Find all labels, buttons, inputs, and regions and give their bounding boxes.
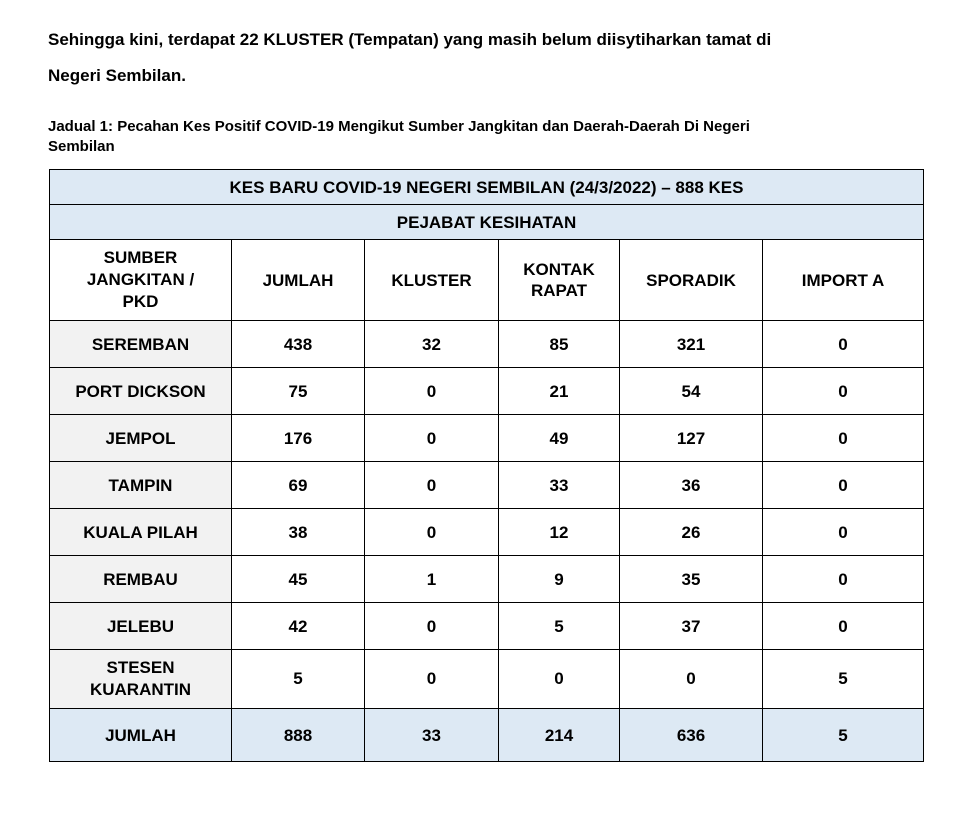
district-name: REMBAU: [50, 556, 232, 603]
table-row: [50, 368, 924, 415]
table-caption: [48, 117, 928, 157]
cell-kluster: 0: [365, 415, 499, 462]
cell-jumlah: 176: [232, 415, 365, 462]
total-kluster: 33: [365, 709, 499, 762]
cell-kontak-rapat: 0: [499, 650, 620, 709]
cell-jumlah: 69: [232, 462, 365, 509]
header-import: IMPORT A: [763, 240, 924, 321]
cell-import: 5: [763, 650, 924, 709]
cell-kluster: 0: [365, 650, 499, 709]
intro-paragraph: [48, 22, 928, 94]
cell-jumlah: 38: [232, 509, 365, 556]
header-kontak-rapat: [499, 240, 620, 321]
cell-kontak-rapat: 85: [499, 321, 620, 368]
table-row: [50, 321, 924, 368]
column-header-row: [50, 240, 924, 321]
intro-line-2: Negeri Sembilan.: [48, 66, 186, 85]
header-source-line-2: JANGKITAN /: [86, 270, 195, 289]
cell-sporadik: 37: [620, 603, 763, 650]
district-name: JEMPOL: [50, 415, 232, 462]
table-row: [50, 650, 924, 709]
cell-kluster: 1: [365, 556, 499, 603]
district-name: [50, 650, 232, 709]
cell-sporadik: 26: [620, 509, 763, 556]
total-import: 5: [763, 709, 924, 762]
caption-line-2: Sembilan: [48, 138, 115, 155]
header-kontak-line-1: KONTAK: [523, 260, 595, 279]
cell-import: 0: [763, 462, 924, 509]
cell-kluster: 0: [365, 509, 499, 556]
district-name-line-1: STESEN: [106, 658, 175, 677]
header-kluster: KLUSTER: [365, 240, 499, 321]
district-name: TAMPIN: [50, 462, 232, 509]
table-title-row: [50, 170, 924, 205]
table-row: [50, 603, 924, 650]
table-row: [50, 462, 924, 509]
intro-line-1: Sehingga kini, terdapat 22 KLUSTER (Tempatan) yang masih belum diisytiharkan tamat di: [48, 30, 772, 49]
cell-import: 0: [763, 368, 924, 415]
district-name: JELEBU: [50, 603, 232, 650]
cell-kluster: 0: [365, 462, 499, 509]
table-subtitle-row: [50, 205, 924, 240]
cell-import: 0: [763, 321, 924, 368]
total-label: JUMLAH: [50, 709, 232, 762]
cell-kontak-rapat: 12: [499, 509, 620, 556]
cell-sporadik: 127: [620, 415, 763, 462]
cell-sporadik: 0: [620, 650, 763, 709]
total-kontak-rapat: 214: [499, 709, 620, 762]
cell-import: 0: [763, 556, 924, 603]
caption-line-1: Jadual 1: Pecahan Kes Positif COVID-19 Mengikut Sumber Jangkitan dan Daerah-Daerah Di Negeri: [48, 118, 750, 135]
header-sporadik: SPORADIK: [620, 240, 763, 321]
district-name: SEREMBAN: [50, 321, 232, 368]
cell-import: 0: [763, 415, 924, 462]
total-row: [50, 709, 924, 762]
cell-kontak-rapat: 9: [499, 556, 620, 603]
cell-kontak-rapat: 21: [499, 368, 620, 415]
header-source-line-3: PKD: [122, 292, 159, 311]
cell-jumlah: 438: [232, 321, 365, 368]
cell-jumlah: 42: [232, 603, 365, 650]
header-kontak-line-2: RAPAT: [530, 281, 588, 300]
district-name: PORT DICKSON: [50, 368, 232, 415]
district-name: KUALA PILAH: [50, 509, 232, 556]
total-sporadik: 636: [620, 709, 763, 762]
table-row: [50, 415, 924, 462]
cell-kluster: 0: [365, 603, 499, 650]
cell-sporadik: 54: [620, 368, 763, 415]
table-row: [50, 509, 924, 556]
table-row: [50, 556, 924, 603]
table-subtitle: PEJABAT KESIHATAN: [50, 205, 924, 240]
cell-kluster: 32: [365, 321, 499, 368]
cell-kontak-rapat: 33: [499, 462, 620, 509]
district-name-line-2: KUARANTIN: [89, 680, 192, 699]
cell-import: 0: [763, 603, 924, 650]
cell-jumlah: 75: [232, 368, 365, 415]
cell-sporadik: 36: [620, 462, 763, 509]
cell-kontak-rapat: 5: [499, 603, 620, 650]
header-source-line-1: SUMBER: [103, 248, 178, 267]
header-source: [50, 240, 232, 321]
cell-kluster: 0: [365, 368, 499, 415]
cell-import: 0: [763, 509, 924, 556]
cell-jumlah: 45: [232, 556, 365, 603]
cell-kontak-rapat: 49: [499, 415, 620, 462]
covid-cases-table: [49, 169, 924, 762]
table-title: KES BARU COVID-19 NEGERI SEMBILAN (24/3/2022) – 888 KES: [50, 170, 924, 205]
cell-jumlah: 5: [232, 650, 365, 709]
header-jumlah: JUMLAH: [232, 240, 365, 321]
total-jumlah: 888: [232, 709, 365, 762]
cell-sporadik: 35: [620, 556, 763, 603]
cell-sporadik: 321: [620, 321, 763, 368]
